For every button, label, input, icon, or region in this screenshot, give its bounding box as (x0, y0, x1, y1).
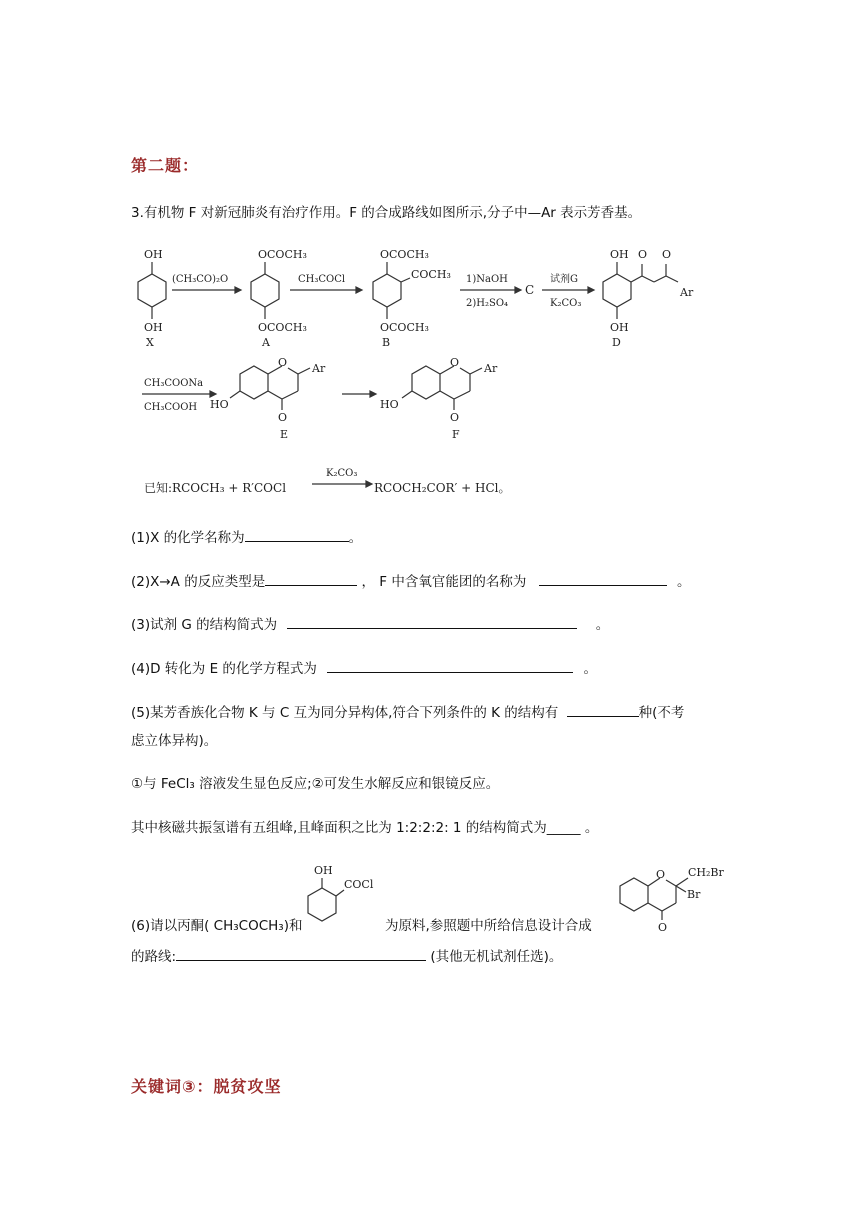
svg-text:O: O (662, 248, 672, 261)
svg-text:OH: OH (144, 321, 163, 334)
arrow-x-to-a (172, 274, 241, 293)
svg-text:OH: OH (610, 321, 629, 334)
svg-text:OCOCH₃: OCOCH₃ (380, 321, 429, 334)
svg-text:RCOCH₂COR′ + HCl。: RCOCH₂COR′ + HCl。 (374, 481, 511, 495)
compound-c: C (525, 283, 535, 297)
compound-x (138, 248, 166, 349)
question-2: (2)X→A 的反应类型是 ， F 中含氧官能团的名称为 。 (131, 571, 690, 592)
svg-text:CH₂Br: CH₂Br (688, 866, 724, 879)
svg-text:CH₃COONa: CH₃COONa (144, 378, 204, 389)
arrow-e-to-f (342, 391, 376, 397)
svg-text:Br: Br (687, 888, 701, 901)
condition-text: ①与 FeCl₃ 溶液发生显色反应;②可发生水解反应和银镜反应。 (131, 776, 500, 792)
nmr-text: 其中核磁共振氢谱有五组峰,且峰面积之比为 1:2:2:2: 1 的结构简式为_____ 。 (131, 820, 599, 836)
section-heading: 第二题： (131, 156, 200, 175)
synthesis-scheme (130, 238, 710, 503)
answer-blank-2b[interactable] (539, 571, 667, 586)
svg-text:OH: OH (144, 248, 163, 261)
svg-text:D: D (612, 336, 621, 349)
arrow-c-to-d (542, 272, 594, 309)
question-4: (4)D 转化为 E 的化学方程式为 。 (131, 658, 597, 679)
answer-blank-2a[interactable] (265, 571, 357, 586)
arrow-b-to-c (460, 274, 521, 309)
svg-text:B: B (382, 336, 391, 349)
target-product-structure (614, 856, 732, 936)
compound-b (373, 248, 451, 349)
svg-text:COCl: COCl (344, 878, 374, 891)
question-5-cont: 虑立体异构)。 (131, 733, 218, 749)
question-intro: 3.有机物 F 对新冠肺炎有治疗作用。F 的合成路线如图所示,分子中—Ar 表示芳香基。 (131, 205, 642, 221)
keyword-heading: 关键词③：脱贫攻坚 (131, 1077, 282, 1096)
svg-text:(CH₃CO)₂O: (CH₃CO)₂O (172, 274, 229, 285)
answer-blank-1[interactable] (245, 527, 349, 542)
svg-text:试剂G: 试剂G (550, 274, 578, 285)
svg-text:A: A (262, 336, 270, 349)
svg-text:1)NaOH: 1)NaOH (466, 274, 508, 285)
arrow-d-to-e (142, 378, 216, 413)
compound-d (603, 248, 694, 349)
svg-text:K₂CO₃: K₂CO₃ (550, 298, 582, 309)
compound-f (380, 356, 498, 441)
compound-a (251, 248, 307, 349)
question-5: (5)某芳香族化合物 K 与 C 互为同分异构体,符合下列条件的 K 的结构有 种(不考 (131, 702, 684, 723)
arrow-a-to-b (290, 274, 362, 293)
svg-text:OCOCH₃: OCOCH₃ (258, 321, 307, 334)
svg-text:OH: OH (610, 248, 629, 261)
svg-text:O: O (278, 411, 288, 424)
svg-text:O: O (656, 868, 666, 881)
question-6-post: 为原料,参照题中所给信息设计合成 (385, 918, 592, 934)
svg-text:O: O (450, 411, 460, 424)
answer-blank-5[interactable] (567, 702, 639, 717)
svg-text:HO: HO (380, 398, 399, 411)
question-6-pre: (6)请以丙酮( CH₃COCH₃)和 (131, 918, 303, 934)
svg-text:HO: HO (210, 398, 229, 411)
answer-blank-6[interactable] (176, 946, 426, 961)
svg-text:X: X (146, 336, 154, 349)
question-6-cont: 的路线: (其他无机试剂任选)。 (131, 946, 562, 967)
svg-text:OCOCH₃: OCOCH₃ (380, 248, 429, 261)
salicyloyl-chloride-structure (298, 860, 388, 932)
svg-text:K₂CO₃: K₂CO₃ (326, 468, 358, 479)
svg-text:O: O (450, 356, 460, 369)
svg-text:已知:RCOCH₃ + R′COCl: 已知:RCOCH₃ + R′COCl (144, 481, 287, 495)
svg-text:O: O (638, 248, 648, 261)
svg-text:Ar: Ar (680, 286, 694, 299)
svg-text:CH₃COOH: CH₃COOH (144, 402, 198, 413)
svg-text:2)H₂SO₄: 2)H₂SO₄ (466, 298, 509, 309)
svg-text:Ar: Ar (312, 362, 326, 375)
svg-text:F: F (452, 428, 460, 441)
svg-text:COCH₃: COCH₃ (411, 268, 451, 281)
svg-text:Ar: Ar (484, 362, 498, 375)
answer-blank-4[interactable] (327, 658, 573, 673)
svg-text:OH: OH (314, 864, 333, 877)
svg-text:CH₃COCl: CH₃COCl (298, 274, 346, 285)
known-reaction (144, 468, 510, 495)
answer-blank-3[interactable] (287, 614, 577, 629)
question-1: (1)X 的化学名称为 。 (131, 527, 362, 548)
svg-text:O: O (278, 356, 288, 369)
compound-e (210, 356, 326, 441)
svg-text:E: E (280, 428, 289, 441)
question-3: (3)试剂 G 的结构简式为 。 (131, 614, 609, 635)
svg-text:O: O (658, 921, 668, 934)
svg-text:OCOCH₃: OCOCH₃ (258, 248, 307, 261)
